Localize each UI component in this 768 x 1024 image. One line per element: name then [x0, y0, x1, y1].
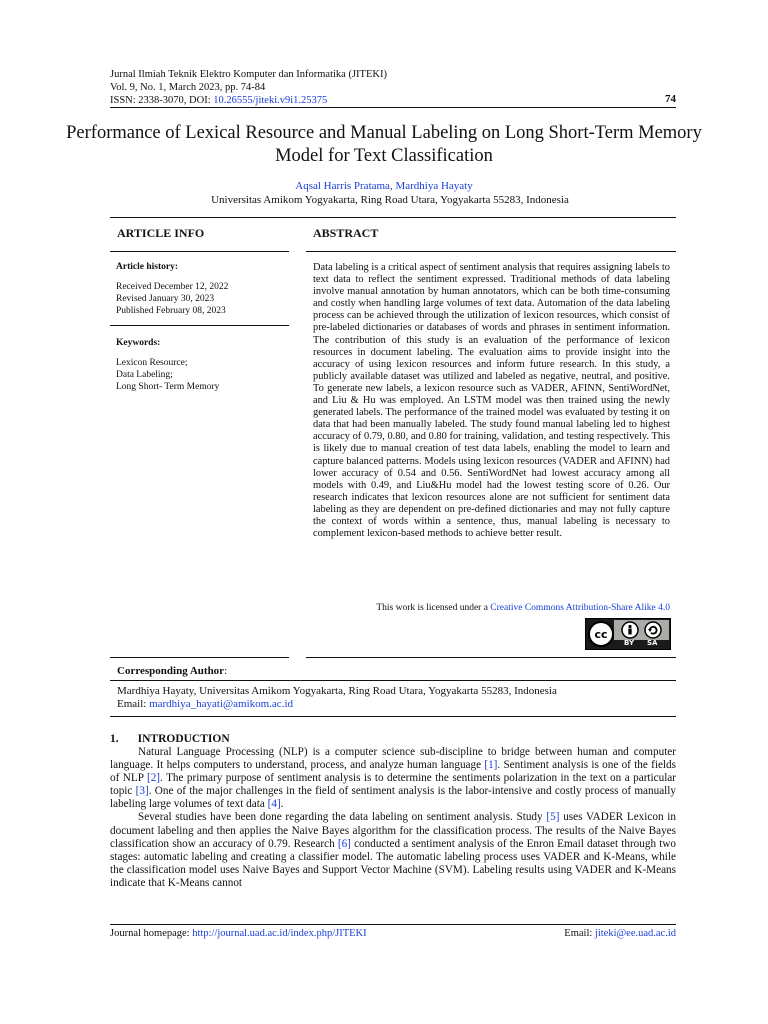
keywords-label: Keywords:	[116, 338, 161, 348]
journal-email-link[interactable]: jiteki@ee.uad.ac.id	[594, 928, 676, 939]
footer-rule	[110, 924, 676, 925]
author-list: Aqsal Harris Pratama, Mardhiya Hayaty	[295, 180, 473, 192]
header-rule	[110, 107, 676, 108]
intro-paragraph-1: Natural Language Processing (NLP) is a computer science sub-discipline to bridge between human and computer language. It helps computers to understand, process, and analyze human language [1]. Sentiment analysis is one of the fields of NLP [2]. The primary purpose of sentiment analysis is to determine the sentiments polarization in the text on a particular topic [3]. One of the major challenges in the field of sentiment analysis is the labor-intensive and costly process of manually labeling large volumes of text data [4].	[110, 746, 676, 811]
badge-sa-label: SA	[647, 639, 658, 647]
keyword-item: Lexicon Resource;	[116, 358, 188, 368]
citation-link[interactable]: [6]	[337, 837, 351, 850]
corresponding-rule	[110, 680, 676, 681]
affiliation-rule	[110, 217, 676, 218]
citation-link[interactable]: [1]	[484, 759, 498, 772]
homepage-link[interactable]: http://journal.uad.ac.id/index.php/JITEKI	[192, 928, 367, 939]
article-info-heading: ARTICLE INFO	[117, 226, 205, 240]
citation-link[interactable]: [5]	[546, 811, 560, 824]
keywords-block	[116, 337, 219, 393]
history-label: Article history:	[116, 262, 178, 272]
citation-link[interactable]: [2]	[146, 772, 161, 785]
doi-link[interactable]: 10.26555/jiteki.v9i1.25375	[213, 95, 328, 106]
running-header	[110, 68, 387, 107]
corresponding-bottom-rule	[110, 716, 676, 717]
license-link[interactable]: Creative Commons Attribution-Share Alike 4.0	[490, 603, 670, 613]
intro-paragraph-2: Several studies have been done regarding the data labeling on sentiment analysis. Study [5] uses VADER Lexicon in document labeling and then applies the Naive Bayes algorithm for the classification process. The results of the Naive Bayes classification show an accuracy of 0.79. Research [6] conducted a sentiment analysis of the Enron Email dataset through two stages: automatic labeling and creating a classifier model. The automatic labeling process uses VADER and K-Means, while the classification model uses Naive Bayes and Support Vector Machine (SVM). Labeling results using VADER and K-Means indicate that K-Means cannot	[110, 811, 677, 889]
published-date: Published February 08, 2023	[116, 306, 226, 316]
journal-homepage: Journal homepage: http://journal.uad.ac.id/index.php/JITEKI	[110, 928, 367, 939]
abstract-heading: ABSTRACT	[313, 226, 379, 240]
corresponding-left-rule	[110, 657, 289, 658]
keyword-item: Data Labeling;	[116, 370, 173, 380]
corresponding-right-rule	[306, 657, 676, 658]
introduction-body	[110, 746, 676, 890]
paper-title: Performance of Lexical Resource and Manual Labeling on Long Short-Term Memory Model for Text Classification	[66, 123, 702, 166]
license-note: This work is licensed under a Creative Commons Attribution-Share Alike 4.0	[376, 603, 670, 613]
volume-info: Vol. 9, No. 1, March 2023, pp. 74-84	[110, 82, 266, 93]
citation-link[interactable]: [4]	[267, 798, 281, 811]
corresponding-email-line: Email: mardhiya_hayati@amikom.ac.id	[117, 698, 293, 710]
affiliation: Universitas Amikom Yogyakarta, Ring Road Utara, Yogyakarta 55283, Indonesia	[211, 194, 569, 206]
history-rule	[110, 325, 289, 326]
journal-name: Jurnal Ilmiah Teknik Elektro Komputer dan Informatika (JITEKI)	[110, 69, 387, 80]
keyword-item: Long Short- Term Memory	[116, 382, 220, 392]
article-info-rule	[110, 251, 289, 252]
abstract-text: Data labeling is a critical aspect of sentiment analysis that requires assigning labels to text data to reflect the sentiment expressed. Traditional methods of data labeling involve manual annotation by human annotators, which can be both time-consuming and costly when handling large volumes of text data. Automation of the data labeling process can be achieved through the utilization of lexicon resources, which consist of pre-labeled dictionaries or databases of words and phrases in sentiment information. The contribution of this study is an evaluation of the performance of lexicon resources in document labeling. The evaluation aims to provide insight into the accuracy of using lexicon resources and inform future research. In this study, a publicly available dataset was utilized and labeled as negative, neutral, and positive. To generate new labels, a lexicon resource such as VADER, AFINN, SentiWordNet, and Liu & Hu was employed. An LSTM model was then trained using the newly generated labels. The performance of the trained model was evaluated by testing it on data that had been manually labeled. The study found manual labeling led to highest accuracy of 0.79, 0.80, and 0.80 for training, validation, and testing respectively. This is likely due to manual creation of test data labels, enabling the model to learn and capture balanced patterns. Models using lexicon resources (VADER and AFINN) had lower accuracy of 0.54 and 0.56. SentiWordNet had lowest accuracy among all models with 0.49, and Liu&Hu model had the lowest testing score of 0.26. Our research indicates that lexicon resources alone are not sufficient for sentiment data labeling as they are dependent on pre-defined dictionaries and may not fully capture the context of words within a sentence, thus, manual labeling is necessary to complement lexicon-based methods to achieve better result.	[313, 262, 670, 540]
issn-doi: ISSN: 2338-3070, DOI: 10.26555/jiteki.v9i1.25375	[110, 95, 328, 106]
article-history	[116, 261, 228, 317]
corresponding-email-link[interactable]: mardhiya_hayati@amikom.ac.id	[149, 698, 293, 710]
page-number: 74	[665, 93, 676, 105]
citation-link[interactable]: [3]	[135, 785, 149, 798]
badge-by-label: BY	[624, 639, 635, 647]
svg-text:cc: cc	[594, 628, 608, 641]
cc-by-sa-badge[interactable]	[585, 618, 671, 650]
introduction-heading: 1. INTRODUCTION	[110, 733, 230, 745]
revised-date: Revised January 30, 2023	[116, 294, 215, 304]
corresponding-details	[117, 685, 557, 711]
corresponding-author-line: Mardhiya Hayaty, Universitas Amikom Yogyakarta, Ring Road Utara, Yogyakarta 55283, Indonesia	[117, 685, 557, 697]
corresponding-heading: Corresponding Author:	[117, 665, 228, 677]
journal-email: Email: jiteki@ee.uad.ac.id	[564, 928, 676, 939]
abstract-rule	[306, 251, 676, 252]
received-date: Received December 12, 2022	[116, 282, 229, 292]
